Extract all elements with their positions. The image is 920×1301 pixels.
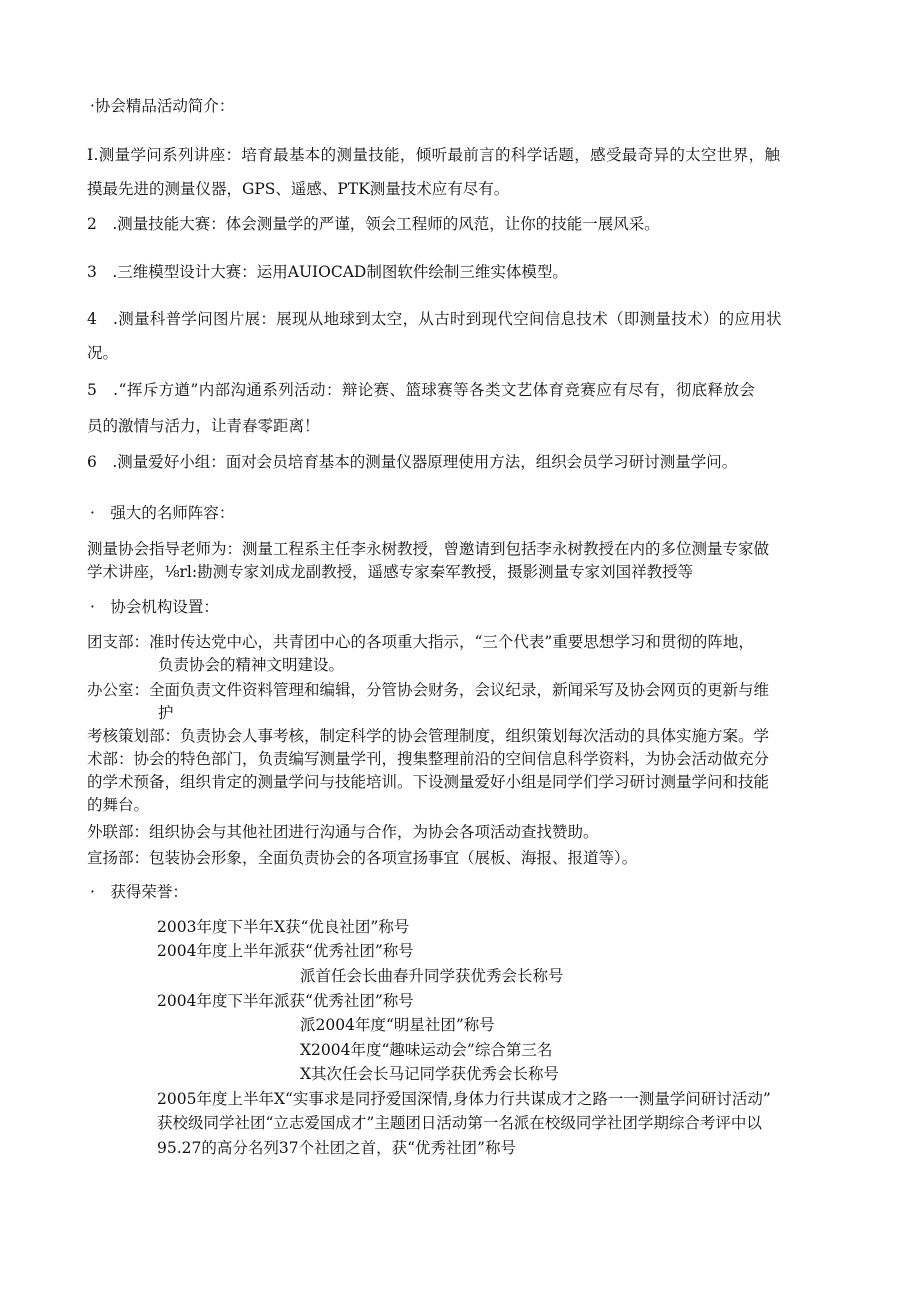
honor-line-3: 派首任会长曲春升同学获优秀会长称号 bbox=[300, 967, 564, 985]
org-line-4: 护 bbox=[158, 704, 174, 722]
teachers-line-1: 测量协会指导老师为：测量工程系主任李永树教授，曾邀请到包括李永树教授在内的多位测量专家做 bbox=[87, 540, 770, 558]
org-line-1: 团支部：准时传达党中心，共青团中心的各项重大指示，“三个代表”重要思想学习和贯彻的阵地， bbox=[87, 633, 754, 651]
org-line-2: 负责协会的精神文明建设。 bbox=[158, 656, 345, 674]
activity-item-5-line-2: 员的激情与活力，让青春零距离！ bbox=[87, 417, 320, 435]
honor-line-2: 2004年度上半年派获“优秀社团”称号 bbox=[157, 942, 414, 960]
honor-line-5: 派2004年度“明星社团”称号 bbox=[300, 1016, 495, 1034]
activity-item-3: 3 .三维模型设计大赛：运用AUIOCAD制图软件绘制三维实体模型。 bbox=[87, 263, 568, 281]
org-line-3: 办公室：全面负责文件资料管理和编辑，分管协会财务，会议纪录，新闻采写及协会网页的更新与维 bbox=[87, 681, 770, 699]
org-line-8: 的舞台。 bbox=[87, 796, 150, 814]
honor-line-10: 95.27的高分名列37个社团之首，获“优秀社团”称号 bbox=[157, 1139, 516, 1157]
activity-item-5-line-1: 5 .“挥斥方遒”内部沟通系列活动：辩论赛、篮球赛等各类文艺体育竞赛应有尽有，彻底释放会 bbox=[87, 381, 756, 399]
org-line-6: 术部：协会的特色部门，负责编写测量学刊，搜集整理前沿的空间信息科学资料，为协会活动做充分 bbox=[87, 750, 770, 768]
org-line-9: 外联部：组织协会与其他社团进行沟通与合作，为协会各项活动查找赞助。 bbox=[87, 823, 599, 841]
honor-line-1: 2003年度下半年X获“优良社团”称号 bbox=[157, 918, 410, 936]
activities-heading: ·协会精品活动简介： bbox=[90, 97, 235, 115]
organization-heading: · 协会机构设置： bbox=[90, 598, 219, 616]
org-line-5: 考核策划部：负责协会人事考核，制定科学的协会管理制度，组织策划每次活动的具体实施方案。学 bbox=[87, 727, 770, 745]
activity-item-2: 2 .测量技能大赛：体会测量学的严谨，领会工程师的风范，让你的技能一展风采。 bbox=[87, 215, 660, 233]
org-line-10: 宣扬部：包装协会形象，全面负责协会的各项宣扬事宜（展板、海报、报道等）。 bbox=[87, 849, 638, 867]
activity-item-4-line-2: 况。 bbox=[87, 344, 119, 362]
honor-line-7: X其次任会长马记同学获优秀会长称号 bbox=[300, 1065, 560, 1083]
activity-item-1-line-2: 摸最先进的测量仪器，GPS、遥感、PTK测量技术应有尽有。 bbox=[87, 180, 510, 198]
honors-heading: · 获得荣誉： bbox=[90, 883, 188, 901]
teachers-heading: · 强大的名师阵容： bbox=[90, 504, 235, 522]
activity-item-4-line-1: 4 .测量科普学问图片展：展现从地球到太空，从古时到现代空间信息技术（即测量技术）的应用状 bbox=[87, 310, 782, 328]
org-line-7: 的学术预备，组织肯定的测量学问与技能培训。下设测量爱好小组是同学们学习研讨测量学问和技能 bbox=[87, 773, 770, 791]
honor-line-8: 2005年度上半年X“实事求是同抒爱国深情,身体力行共谋成才之路一一测量学问研讨活动” bbox=[157, 1090, 771, 1108]
teachers-line-2: 学术讲座，⅛rl:勘测专家刘成龙副教授，遥感专家秦军教授，摄影测量专家刘国祥教授等 bbox=[87, 563, 694, 581]
activity-item-6: 6 .测量爱好小组：面对会员培育基本的测量仪器原理使用方法，组织会员学习研讨测量学问。 bbox=[87, 453, 738, 471]
honor-line-9: 获校级同学社团“立志爱国成才”主题团日活动第一名派在校级同学社团学期综合考评中以 bbox=[157, 1114, 762, 1132]
honor-line-4: 2004年度下半年派获“优秀社团”称号 bbox=[157, 992, 414, 1010]
activity-item-1-line-1: I.测量学问系列讲座：培育最基本的测量技能，倾听最前言的科学话题，感受最奇异的太空世界，触 bbox=[87, 146, 781, 164]
honor-line-6: X2004年度“趣味运动会”综合第三名 bbox=[300, 1041, 553, 1059]
